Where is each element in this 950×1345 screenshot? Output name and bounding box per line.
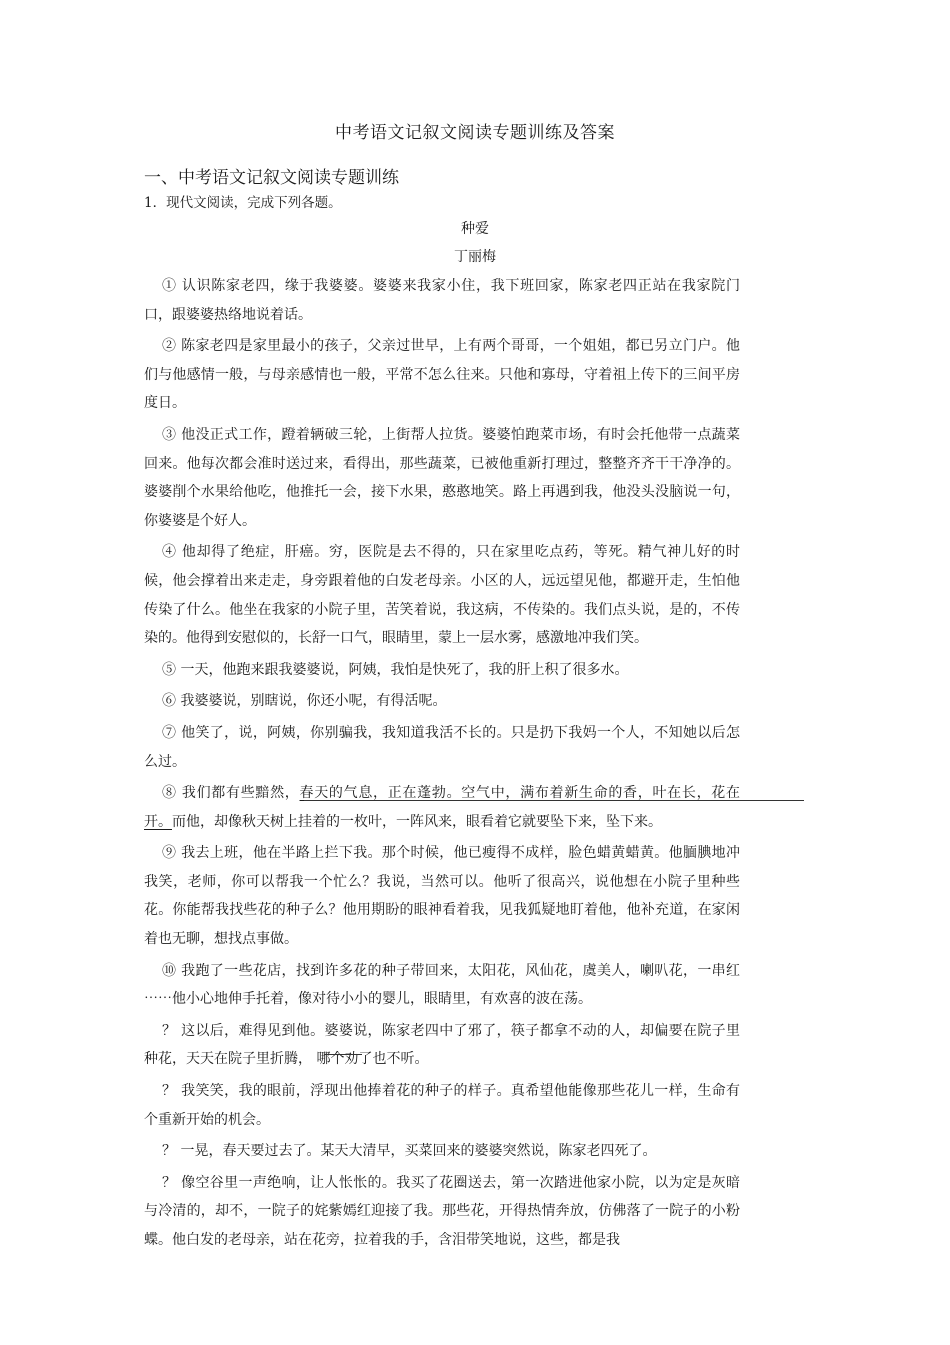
paragraph-6: ⑥ 我婆婆说，别瞎说，你还小呢，有得活呢。 xyxy=(162,693,447,710)
document-title: 中考语文记叙文阅读专题训练及答案 xyxy=(335,123,615,143)
question-prompt: 1．现代文阅读，完成下列各题。 xyxy=(144,195,342,211)
paragraph-10: ⑩ 我跑了一些花店，找到许多花的种子带回来，太阳花，风仙花，虞美人，喇叭花，一串红 ⋯⋯他小心地伸手托着，像对待小小的婴儿，眼睛里，有欢喜的波在荡。 xyxy=(144,962,740,1008)
underline-extension xyxy=(304,800,804,801)
paragraph-11 xyxy=(144,1017,740,1074)
paragraph-8-post: 而他，却像秋天树上挂着的一枚叶，一阵风来，眼看着它就要坠下来，坠下来。 xyxy=(172,813,662,830)
story-body xyxy=(144,272,740,1258)
paragraph-11-post: ， 哪个劝了也不听。 xyxy=(298,1051,429,1068)
paragraph-14: ？ 像空谷里一声绝响，让人怅怅的。我买了花圈送去，第一次踏进他家小院，以为定是灰暗与冷清的，却不，一院子的姹紫嫣红迎接了我。那些花，开得热情奔放，仿佛落了一院子的小粉蝶。他白发的老母亲，站在花旁，拉着我的手，含泪带笑地说，这些，都是我 xyxy=(144,1174,740,1248)
section-heading: 一、中考语文记叙文阅读专题训练 xyxy=(144,168,399,188)
paragraph-3: ③ 他没正式工作，蹬着辆破三轮，上街帮人拉货。婆婆怕跑菜市场，有时会托他带一点蔬菜回来。他每次都会准时送过来，看得出，那些蔬菜，已被他重新打理过，整整齐齐干干净净的。婆婆削个水果给他吃，他推托一会，接下水果，憨憨地笑。路上再遇到我，他没头没脑说一句，你婆婆是个好人。 xyxy=(144,426,740,529)
paragraph-11-pre: ？ 这以后，难得见到他。婆婆说，陈家老四中了邪了，筷子都拿不动的人，却偏要在院子里种花，天天在院子里折腾 xyxy=(144,1022,740,1068)
underlined-sentence: 春天的气息，正在蓬勃。空气中，满布着新生命的香，叶在长，花在开。 xyxy=(144,785,740,830)
blank-underline xyxy=(324,1054,362,1055)
paragraph-13: ？ 一晃，春天要过去了。某天大清早，买菜回来的婆婆突然说，陈家老四死了。 xyxy=(162,1143,657,1160)
paragraph-8 xyxy=(144,779,740,836)
paragraph-2: ② 陈家老四是家里最小的孩子，父亲过世早，上有两个哥哥，一个姐姐，都已另立门户。他们与他感情一般，与母亲感情也一般，平常不怎么往来。只他和寡母，守着祖上传下的三间平房度日。 xyxy=(144,338,740,412)
paragraph-5: ⑤ 一天，他跑来跟我婆婆说，阿姨，我怕是快死了，我的肝上积了很多水。 xyxy=(162,661,629,678)
paragraph-7: ⑦ 他笑了，说，阿姨，你别骗我，我知道我活不长的。只是扔下我妈一个人，不知她以后怎么过。 xyxy=(144,724,740,770)
story-title: 种爱 xyxy=(461,221,489,237)
paragraph-1: ① 认识陈家老四，缘于我婆婆。婆婆来我家小住，我下班回家，陈家老四正站在我家院门口，跟婆婆热络地说着话。 xyxy=(144,278,740,323)
paragraph-4: ④ 他却得了绝症，肝癌。穷，医院是去不得的，只在家里吃点药，等死。精气神儿好的时候，他会撑着出来走走，身旁跟着他的白发老母亲。小区的人，远远望见他，都避开走，生怕他传染了什么。他坐在我家的小院子里，苦笑着说，我这病，不传染的。我们点头说，是的，不传染的。他得到安慰似的，长舒一口气，眼睛里，蒙上一层水雾，感激地冲我们笑。 xyxy=(144,544,740,647)
paragraph-12: ？ 我笑笑，我的眼前，浮现出他捧着花的种子的样子。真希望他能像那些花儿一样，生命有个重新开始的机会。 xyxy=(144,1083,740,1128)
paragraph-9: ⑨ 我去上班，他在半路上拦下我。那个时候，他已瘦得不成样，脸色蜡黄蜡黄。他腼腆地冲我笑，老师，你可以帮我一个忙么？我说，当然可以。他听了很高兴，说他想在小院子里种些花。你能帮我找些花的种子么？他用期盼的眼神看着我，见我狐疑地盯着他，他补充道，在家闲着也无聊，想找点事做。 xyxy=(144,845,740,948)
story-author: 丁丽梅 xyxy=(454,249,496,265)
paragraph-8-pre: ⑧ 我们都有些黯然， xyxy=(162,785,300,802)
